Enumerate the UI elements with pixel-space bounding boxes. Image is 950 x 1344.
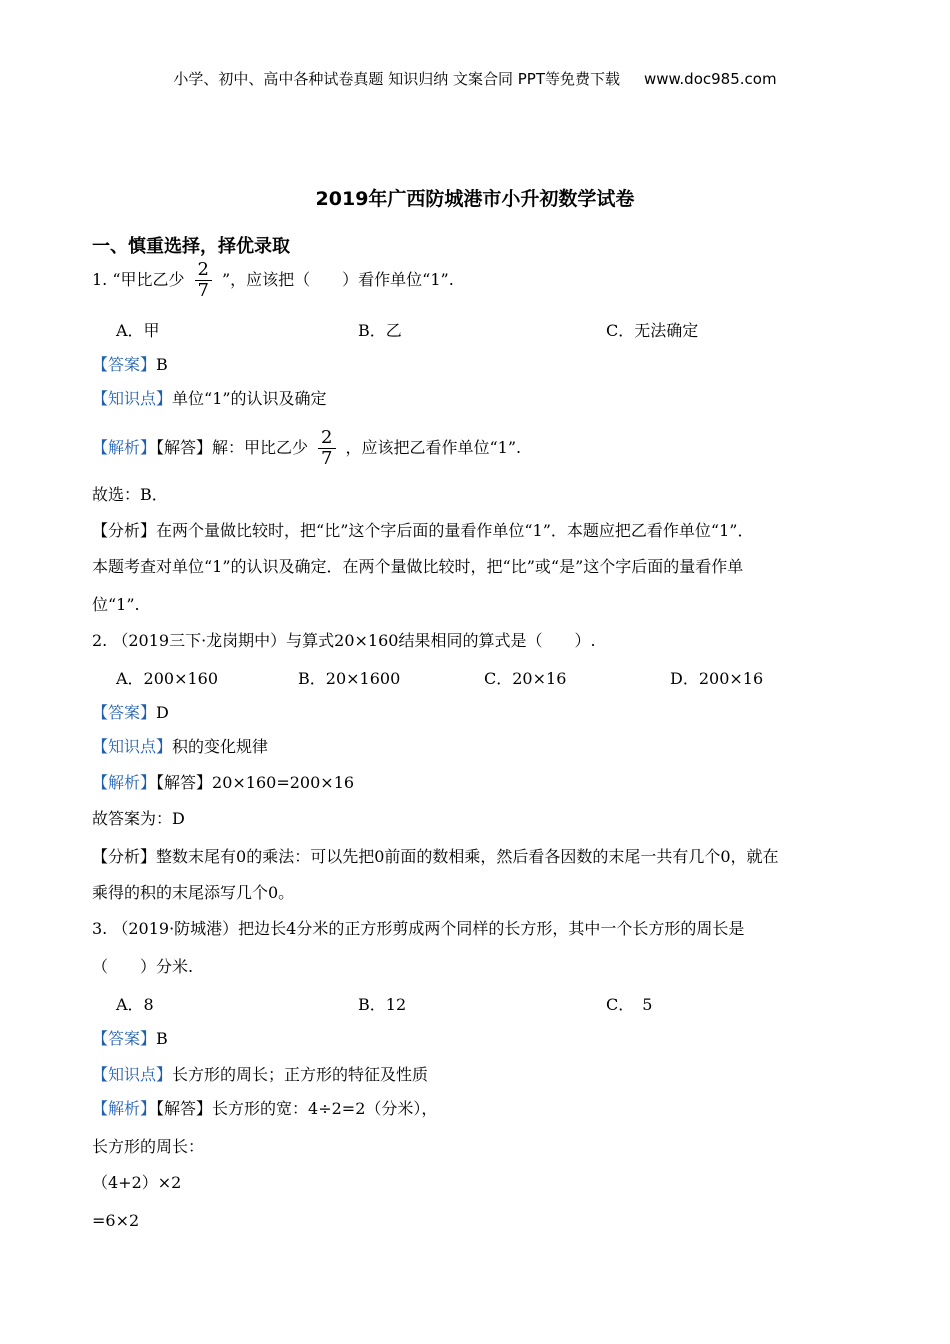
q1-knowledge [92,388,327,410]
explain-tag: 【分析】 [92,847,157,866]
solution-tag: 【解答】 [156,1099,213,1118]
analysis-tag: 【解析】 [92,438,157,457]
knowledge-tag: 【知识点】 [92,737,173,756]
q3-knowledge [92,1064,428,1086]
q1-fraction [195,260,212,301]
q1-stem [92,260,454,301]
q2-solution-text: 20×160=200×16 [212,773,355,792]
q3-option-a: A．8 [116,995,154,1014]
q3-knowledge-text: 长方形的周长；正方形的特征及性质 [172,1065,429,1084]
q2-conclusion: 故答案为：D [92,809,185,828]
answer-tag: 【答案】 [92,1029,157,1048]
q1-solution [92,428,521,469]
q1-solution-suffix: ，应该把乙看作单位“1”. [345,438,522,457]
q1-sol-frac-num: 2 [318,428,335,449]
q1-solution-prefix: 解：甲比乙少 [212,438,309,457]
q3-stem-line1: 3. （2019·防城港）把边长4分米的正方形剪成两个同样的长方形，其中一个长方形的周长是 [92,919,745,938]
q2-stem: 2. （2019三下·龙岗期中）与算式20×160结果相同的算式是（ ）. [92,631,596,650]
section-heading: 一、慎重选择，择优录取 [92,236,290,257]
answer-tag: 【答案】 [92,703,157,722]
q3-option-c: C． 5 [606,995,653,1014]
q2-option-d: D．200×16 [670,669,764,688]
q3-option-b: B．12 [358,995,407,1014]
q1-analysis-line3: 位“1”. [92,595,140,614]
explain-tag: 【分析】 [92,521,157,540]
q1-choose: 故选：B． [92,485,168,504]
q3-work-line2: （4+2）×2 [92,1173,182,1192]
q1-stem-prefix: 1. “甲比乙少 [92,270,185,289]
q3-answer [92,1028,168,1050]
q1-frac-den: 7 [197,280,209,301]
q2-option-c: C．20×16 [484,669,567,688]
q2-solution [92,772,354,794]
solution-tag: 【解答】 [156,438,213,457]
q1-option-c: C．无法确定 [606,321,699,340]
q1-answer-value: B [156,355,168,374]
answer-tag: 【答案】 [92,355,157,374]
q2-analysis-line1 [92,846,779,868]
header-text: 小学、初中、高中各种试卷真题 知识归纳 文案合同 PPT等免费下载 [173,70,620,88]
q2-knowledge-text: 积的变化规律 [172,737,269,756]
q2-option-b: B．20×1600 [298,669,401,688]
q1-option-b: B．乙 [358,321,402,340]
q3-work-line1: 长方形的周长： [92,1137,205,1156]
q1-solution-fraction [318,428,335,469]
q1-knowledge-text: 单位“1”的认识及确定 [172,389,327,408]
q3-answer-value: B [156,1029,168,1048]
q1-analysis-text1: 在两个量做比较时，把“比”这个字后面的量看作单位“1”．本题应把乙看作单位“1”． [156,521,754,540]
q2-answer-value: D [156,703,169,722]
q1-frac-num: 2 [195,260,212,281]
q3-work-line3: =6×2 [92,1211,140,1230]
q3-solution [92,1098,437,1120]
q2-answer [92,702,169,724]
q3-solution-text: 长方形的宽：4÷2=2（分米）， [212,1099,438,1118]
q1-analysis-line1 [92,520,753,542]
q2-analysis-text1: 整数末尾有0的乘法：可以先把0前面的数相乘，然后看各因数的末尾一共有几个0，就在 [156,847,779,866]
q2-knowledge [92,736,268,758]
knowledge-tag: 【知识点】 [92,389,173,408]
q3-stem-line2: （ ）分米. [92,957,194,976]
q2-analysis-line2: 乘得的积的末尾添写几个0。 [92,883,295,902]
analysis-tag: 【解析】 [92,1099,157,1118]
q1-sol-frac-den: 7 [321,448,333,469]
q1-option-a: A．甲 [116,321,160,340]
solution-tag: 【解答】 [156,773,213,792]
q1-stem-suffix: ”，应该把（ ）看作单位“1”. [222,270,454,289]
analysis-tag: 【解析】 [92,773,157,792]
q2-option-a: A．200×160 [116,669,219,688]
header-url[interactable]: www.doc985.com [643,70,777,88]
page-header [0,68,950,89]
q1-answer [92,354,168,376]
page-title: 2019年广西防城港市小升初数学试卷 [315,188,635,210]
q1-analysis-line2: 本题考查对单位“1”的认识及确定．在两个量做比较时，把“比”或“是”这个字后面的量看作单 [92,557,744,576]
knowledge-tag: 【知识点】 [92,1065,173,1084]
